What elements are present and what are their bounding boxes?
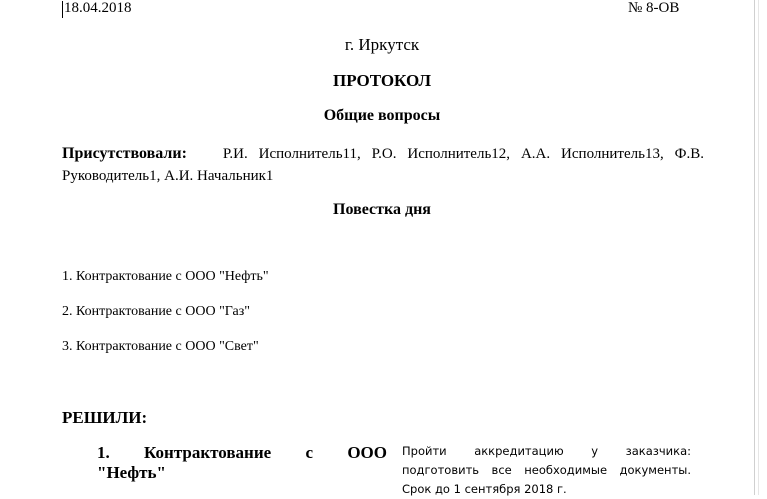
page-edge: [754, 0, 755, 495]
decision-text-line: Срок до 1 сентября 2018 г.: [402, 482, 567, 496]
agenda-item: 2. Контрактование с ООО "Газ": [62, 304, 250, 319]
document-subject: Общие вопросы: [323, 107, 441, 124]
decisions-title: РЕШИЛИ:: [62, 408, 148, 427]
document-number: № 8-ОВ: [628, 0, 680, 16]
decision-text: [402, 442, 691, 499]
page-edge-shadow: [758, 0, 759, 495]
decision-text-line: Пройти аккредитацию у заказчика:: [402, 444, 691, 458]
attendees-label: Присутствовали:: [62, 145, 187, 162]
decision-text-line: подготовить все необходимые документы.: [402, 463, 691, 477]
agenda-title: Повестка дня: [333, 201, 431, 218]
city: г. Иркутск: [344, 35, 420, 54]
decision-topic-line2: "Нефть": [97, 463, 166, 482]
decision-topic-line1: 1. Контрактование с ООО: [97, 443, 387, 462]
attendees-names: Р.И. Исполнитель11, Р.О. Исполнитель12, А.А. Исполнитель13, Ф.В. Руководитель1, А.И. Начальник1: [62, 146, 704, 184]
text-cursor: [62, 1, 63, 18]
document-date: 18.04.2018: [64, 0, 132, 16]
attendees-paragraph: [62, 143, 704, 187]
agenda-item: 3. Контрактование с ООО "Свет": [62, 339, 259, 354]
agenda-item: 1. Контрактование с ООО "Нефть": [62, 269, 269, 284]
document-type-title: ПРОТОКОЛ: [332, 71, 431, 90]
